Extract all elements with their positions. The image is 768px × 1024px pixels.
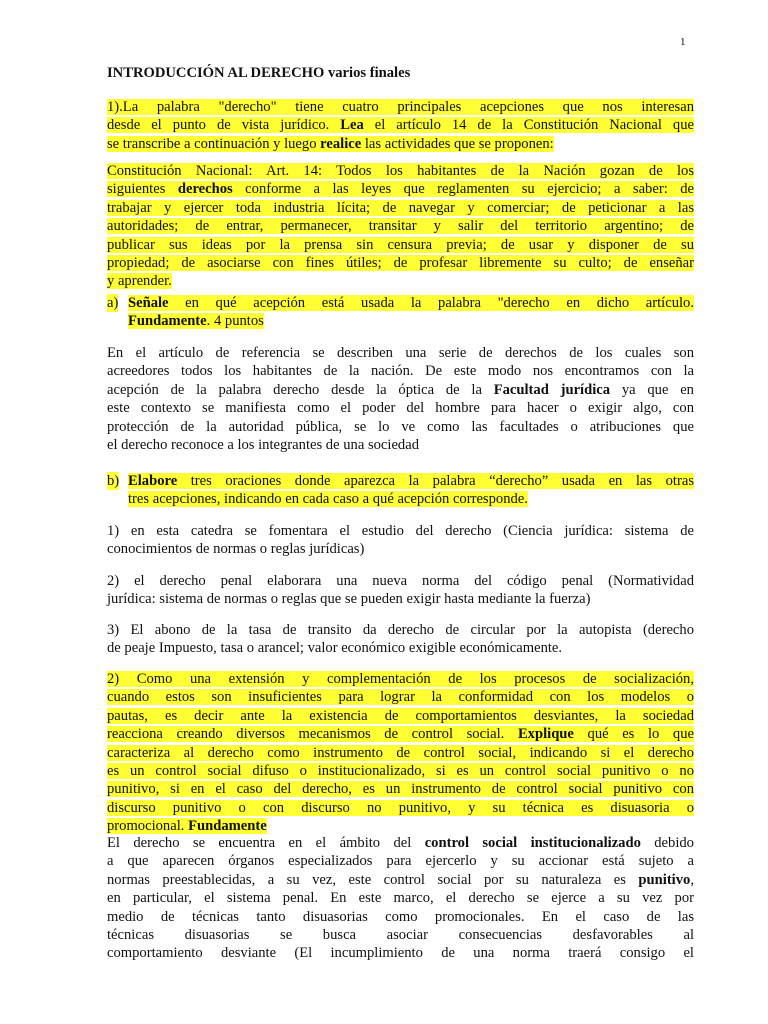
answer-a: En el artículo de referencia se describen una serie de derechos de los cuales son acreedores todos los habitantes de la nación. De este modo nos encontramos con la acepción de la palabra derecho desde la óptica de la Facultad jurídica ya que en este contexto se manifiesta como el poder del hombre para hacer o exigir algo, con protección de la autoridad pública, se lo ve como las facultades o atribuciones que el derecho reconoce a los integrantes de una sociedad xyxy=(107,345,694,454)
answer-2: El derecho se encuentra en el ámbito del control social institucionalizado debido a que aparecen órganos especializados para ejercerlo y su accionar está sujeto a normas preestablecidas, a su vez, este control social por su naturaleza es punitivo, en particular, el sistema penal. En este marco, el derecho se ejerce a su vez por medio de técnicas tanto disuasorias como promocionales. En el caso de las técnicas disuasorias se busca asociar consecuencias desfavorables al comportamiento desviante (El incumplimiento de una norma traerá consigo el xyxy=(107,835,694,962)
answer-b-1: 1) en esta catedra se fomentara el estudio del derecho (Ciencia jurídica: sistema de conocimientos de normas o reglas jurídicas) xyxy=(107,523,694,558)
question-2: 2) Como una extensión y complementación de los procesos de socialización, cuando estos son insuficientes para lograr la conformidad con los modelos o pautas, es decir ante la existencia de comportamientos desviantes, la sociedad reacciona creando diversos mecanismos de control social. Explique qué es lo que caracteriza al derecho como instrumento de control social, indicando si el derecho es un control social difuso o institucionalizado, si es un control social punitivo o no punitivo, si en el caso del derecho, es un instrumento de control social punitivo con discurso punitivo o con discurso no punitivo, y su técnica es disuasoria o promocional. Fundamente xyxy=(107,671,694,835)
document-page: 1 INTRODUCCIÓN AL DERECHO varios finales 1).La palabra "derecho" tiene cuatro principales acepciones que nos interesan desde el punto de vista jurídico. Lea el artículo 14 de la Constitución Nacional que se transcribe a continuación y luego realice las actividades que se proponen: Constitución Nacional: Art. 14: Todos los habitantes de la Nación gozan de los siguientes derechos conforme a las leyes que reglamenten su ejercicio; a saber: de trabajar y ejercer toda industria lícita; de navegar y comerciar; de peticionar a las autoridades; de entrar, permanecer, transitar y salir del territorio argentino; de publicar sus ideas por la prensa sin censura previa; de usar y disponer de su propiedad; de asociarse con fines útiles; de profesar libremente su culto; de enseñar y aprender. a) Señale en qué acepción está usada la palabra "derecho en dicho artículo. Fundamente. 4 puntos En el artículo de referencia se describen una serie de derechos de los cuales son acreedores todos los habitantes de la nación. De este modo nos encontramos con la acepción de la palabra derecho desde la óptica de la Facultad jurídica ya que en este contexto se manifiesta como el poder del hombre para hacer o exigir algo, con protección de la autoridad pública, se lo ve como las facultades o atribuciones que el derecho reconoce a los integrantes de una sociedad b) Elabore tres oraciones donde aparezca la palabra “derecho” usada en las otras tres acepciones, indicando en cada caso a qué acepción corresponde. 1) en esta catedra se fomentara el estudio del derecho (Ciencia jurídica: sistema de conocimientos de normas o reglas jurídicas) 2) el derecho penal elaborara una nueva norma del código penal (Normatividad jurídica: sistema de normas o reglas que se pueden exigir hasta mediante la fuerza) 3) El abono de la tasa de transito da derecho de circular por la autopista (derecho de peaje Impuesto, tasa o arancel; valor económico exigible económicamente. 2) Como una extensión y complementación de los procesos de socialización, cuando estos son insuficientes para lograr la conformidad con los modelos o pautas, es decir ante la existencia de comportamientos desviantes, la sociedad reacciona creando diversos mecanismos de control social. Explique qué es lo que caracteriza al derecho como instrumento de control social, indicando si el derecho es un control social difuso o institucionalizado, si es un control social punitivo o no punitivo, si en el caso del derecho, es un instrumento de control social punitivo con discurso punitivo o con discurso no punitivo, y su técnica es disuasoria o promocional. Fundamente El derecho se encuentra en el ámbito del control social institucionalizado debido a que aparecen órganos especializados para ejercerlo y su accionar está sujeto a normas preestablecidas, a su vez, este control social por su naturaleza es punitivo, en particular, el sistema penal. En este marco, el derecho se ejerce a su vez por medio de técnicas tanto disuasorias como promocionales. En el caso de las técnicas disuasorias se busca asociar consecuencias desfavorables al comportamiento desviante (El incumplimiento de una norma traerá consigo el xyxy=(107,36,694,962)
q1-line-3: se transcribe a continuación y luego realice las actividades que se proponen: xyxy=(107,135,554,152)
page-number: 1 xyxy=(680,36,686,48)
q1-line-2: desde el punto de vista jurídico. Lea el artículo 14 de la Constitución Nacional que xyxy=(107,117,694,134)
list-marker: a) xyxy=(107,295,119,311)
answer-b-2: 2) el derecho penal elaborara una nueva norma del código penal (Normatividad jurídica: sistema de normas o reglas que se pueden exigir hasta mediante la fuerza) xyxy=(107,573,694,608)
list-marker: b) xyxy=(107,473,120,489)
article-14-quote: Constitución Nacional: Art. 14: Todos los habitantes de la Nación gozan de los siguientes derechos conforme a las leyes que reglamenten su ejercicio; a saber: de trabajar y ejercer toda industria lícita; de navegar y comerciar; de peticionar a las autoridades; de entrar, permanecer, transitar y salir del territorio argentino; de publicar sus ideas por la prensa sin censura previa; de usar y disponer de su propiedad; de asociarse con fines útiles; de profesar libremente su culto; de enseñar y aprender. xyxy=(107,163,694,290)
document-title: INTRODUCCIÓN AL DERECHO varios finales xyxy=(107,65,411,81)
question-1 xyxy=(107,98,694,153)
q1-line-1: 1).La palabra "derecho" tiene cuatro principales acepciones que nos interesan xyxy=(107,99,694,115)
answer-b-3: 3) El abono de la tasa de transito da derecho de circular por la autopista (derecho de peaje Impuesto, tasa o arancel; valor económico exigible económicamente. xyxy=(107,622,694,657)
